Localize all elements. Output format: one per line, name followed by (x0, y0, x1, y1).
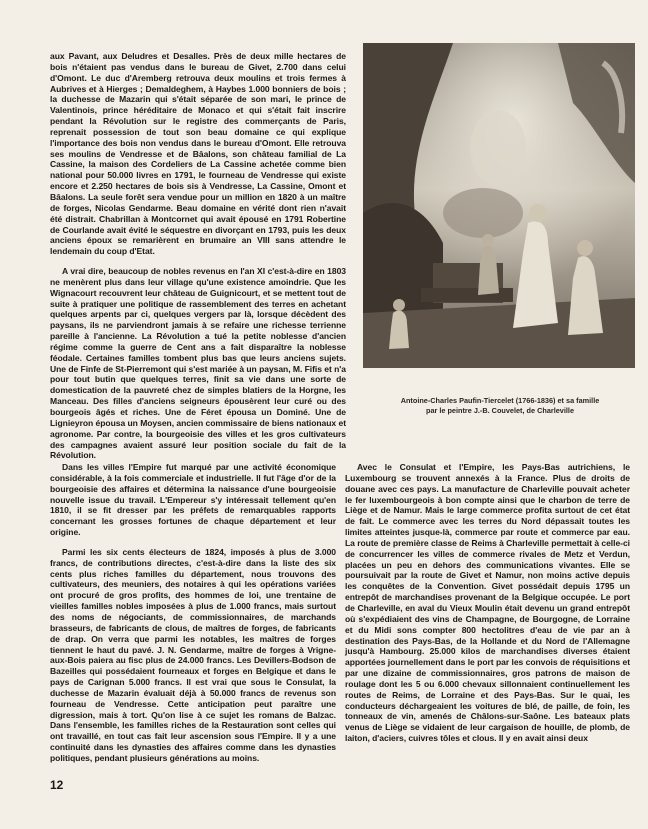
text-column-bottom-right (345, 462, 630, 753)
text-column-bottom-left (50, 462, 336, 773)
painting-illustration (363, 43, 635, 368)
caption-line: Antoine-Charles Paufin-Tiercelet (1766-1836) et sa famille (400, 396, 600, 405)
painting-image (363, 43, 635, 368)
paragraph: Dans les villes l'Empire fut marqué par une activité économique considérable, à la fois commerciale et industrielle. Il fut l'âge d'or de la bourgeoisie des affaires et détermina la naissance d'une bourgeoisie nouvelle issue du travail. L'Empereur s'y intéressait tellement qu'en 1810, il se fit dresser par les préfets de remarquables rapports concernant les grosses fortunes de chaque département et leur origine. (50, 462, 336, 538)
caption-line: par le peintre J.-B. Couvelet, de Charleville (425, 405, 574, 415)
page-number: 12 (50, 778, 64, 792)
paragraph: A vrai dire, beaucoup de nobles revenus en l'an XI c'est-à-dire en 1803 ne menèrent plus dans leur village qu'une existence amoindrie. Que les Wignacourt recouvrent leur château de Guignicourt, et se mettent tout de suite à pratiquer une politique de rassemblement des terres en achetant quelques arpents par ci, quelques vergers par là, lorsque décèdent des paysans, ils ne parviendront jamais à se refaire une richesse terrienne pareille à l'ancienne. La Révolution a tué la petite noblesse d'ancien régime comme la guerre de Cent ans a fait disparaître la noblesse féodale. Certaines familles tombent plus bas que leurs anciens sujets. Une de Finfe de St-Pierremont qui s'est mariée à un paysan, M. Fifis et n'a pour tout butin que quelques terres, finit sa vie dans une sorte de domestication de la pauvreté chez de simples blatiers de la Horgne, les Manceau. Des filles d'anciens seigneurs épousèrent leur curé ou des bourgeois âgés et riches. Une de Féret épousa un Dominé. Une de Lignieyron épousa un Moysen, ancien commissaire de biens nationaux et agronome. Par contre, la bourgeoisie des villes et les gros cultivateurs des campagnes avaient assuré leur position sociale du fait de la Révolution. (50, 266, 346, 461)
paragraph: aux Pavant, aux Deludres et Desalles. Près de deux mille hectares de bois n'étaient pas vendus dans le bureau de Givet, 2.700 dans celui d'Omont. Le duc d'Aremberg retrouva deux moulins et trois fermes à Aubrives et à Hierges ; Demaldeghem, à Haybes 1.000 bonniers de bois ; la duchesse de Mazarin qui s'était séparée de son mari, le prince de Valentinois, prince héréditaire de Monaco et qui s'était fait inscrire pendant la Révolution sur le registre des commerçants de Paris, reprenait possession de tout son beau domaine ce qui explique l'importance des bois non vendus dans le bureau d'Omont. Elle retrouva ses moulins de Vendresse et de Bâalons, son château familial de La Cassine, la maison des Cordeliers de La Cassine achetée comme bien national pour 50.000 livres en 1791, le fourneau de Vendresse qui existe encore et 2.250 hectares de bois sis à Vendresse, La Cassine, Omont et Bâalons. La seule forêt sera vendue pour un million en 1820 à un maître de forges, Nicolas Gendarme. Beau domaine en vérité dont rien n'avait été distrait. Chabrillan à Montcornet qui avait épousé en 1791 Robertine de Courlande avait évité le séquestre en divorçant en 1793, puis les deux anciens époux se remarièrent en brumaire an VIII sans attendre le lendemain du coup d'Etat. (50, 51, 346, 257)
figure-caption (356, 396, 644, 415)
text-column-top-left (50, 51, 346, 470)
paragraph: Parmi les six cents électeurs de 1824, imposés à plus de 3.000 francs, de contributions directes, c'est-à-dire dans la liste des six cents plus riches familles du département, nous trouvons des cultivateurs, des meuniers, des notaires à qui les opérations variées ont procuré de gros profits, des hommes de loi, une trentaine de vieilles familles nobles imposées à plus de 1.000 francs, mais surtout des noms de négociants, de commissionnaires, de marchands brasseurs, de fabricants de clous, de maîtres de forges, de fabricants de drap. On verra que parmi les notables, les maîtres de forges tiennent le haut du pavé. J. N. Gendarme, maître de forges à Vrigne-aux-Bois paiera au fisc plus de 24.000 francs. Les Devillers-Bodson de Bazeilles qui possédaient fourneaux et forges en Belgique et dans le pays de Carignan 5.000 francs. Il est vrai que sous le Consulat, la duchesse de Mazarin évaluait déjà à 50.000 francs de revenus son fourneau de Vendresse. Cette anticipation peut paraître une digression, mais à tort. Qu'on lise à ce sujet les romans de Balzac. Dans l'ensemble, les familles riches de la Restauration sont celles qui ont travaillé, en tout cas fait leur ascension sous l'Empire. Il y a une continuité dans les dynasties des affaires comme dans les dynasties politiques, pendant plusieurs générations au moins. (50, 546, 336, 763)
paragraph: Avec le Consulat et l'Empire, les Pays-Bas autrichiens, le Luxembourg se trouvent annexés à la France. Plus de droits de douane avec ces pays. La manufacture de Charleville pouvait acheter le fer luxembourgeois à bon compte ainsi que le charbon de terre de Liège et de Namur. Mais le large commerce profita surtout de cet état de fait. Le commerce avec les terres du Nord dépassait toutes les limites atteintes jusque-là, commerce par route et commerce par eau. La route de première classe de Reims à Charleville permettait à celle-ci de concurrencer les villes de commerce rivales de Metz et Verdun, placées un peu en dehors des communications vivantes. Elle se poursuivait par la route de Givet et Namur, non moins active depuis les conquêtes de la Convention. Givet possédait depuis 1795 un entrepôt de marchandises provenant de la Belgique occupée. Le port de Charleville, en aval du Vieux Moulin était devenu un grand entrepôt où s'expédiaient des vins de Champagne, de Bourgogne, de Lorraine et du Midi sons compter 800 hectolitres d'eau de vie par an à destination des Pays-Bas, de la Hollande et du Nord de l'Allemagne jusqu'à Hambourg. 25.000 kilos de marchandises diverses étaient apportées journellement dans le port par les convois de réquisitions et par une dizaine de commissionnaires, gros patrons de maison de roulage dont les 5 ou 6.000 chevaux sillonnaient continuellement les routes de Reims, de Lorraine et des Pays-Bas. Sur le quai, les conducteurs déchargeaient les voitures de blé, de paille, de foin, les tonneaux de vin, amenés de Châlons-sur-Saône. Les bateaux plats venus de Liège se vidaient de leur cargaison de houille, de plomb, de laiton, d'aciers, cuivres tôles et clous. Il y en avait ainsi deux (345, 462, 630, 744)
